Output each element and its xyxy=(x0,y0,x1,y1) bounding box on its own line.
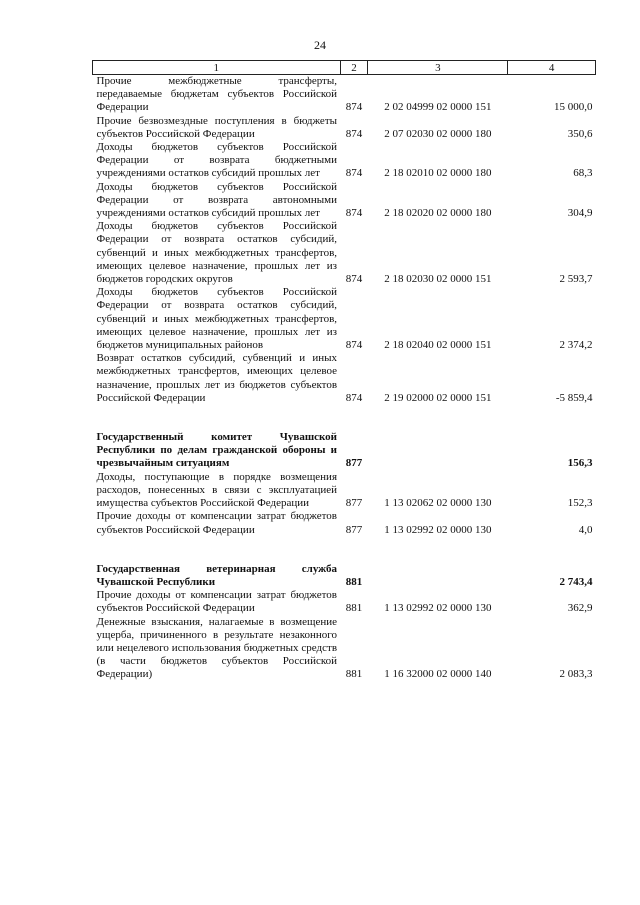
row-admin-code: 874 xyxy=(345,391,363,404)
row-budget-code: 1 13 02992 02 0000 130 xyxy=(384,523,492,536)
row-description: Доходы бюджетов субъектов Российской Федерации от возврата остатков субсидий, субвенций и иных межбюджетных трансфертов, имеющих целевое назначение, прошлых лет из бюджетов муниципальных районов xyxy=(96,286,338,352)
table-row xyxy=(93,471,596,511)
row-budget-code xyxy=(368,405,508,471)
row-amount: 2 374,2 xyxy=(559,339,593,352)
row-amount: 362,9 xyxy=(567,602,593,615)
row-admin-code: 881 xyxy=(345,575,363,588)
column-header: 1 xyxy=(93,61,341,75)
row-budget-code xyxy=(368,537,508,589)
row-budget-code: 2 18 02040 02 0000 151 xyxy=(384,339,492,352)
row-amount: 2 743,4 xyxy=(559,575,593,588)
revenue-table xyxy=(92,60,596,682)
row-budget-code: 2 19 02000 02 0000 151 xyxy=(384,391,492,404)
row-budget-code: 1 13 02062 02 0000 130 xyxy=(384,497,492,510)
table-row xyxy=(93,589,596,615)
table-body xyxy=(93,75,596,682)
column-header: 4 xyxy=(508,61,596,75)
table-row xyxy=(93,75,596,115)
row-amount: 2 593,7 xyxy=(559,273,593,286)
row-amount: 156,3 xyxy=(567,457,593,470)
row-description: Прочие безвозмездные поступления в бюджеты субъектов Российской Федерации xyxy=(96,114,338,140)
table-row xyxy=(93,286,596,352)
table-header-row xyxy=(93,61,596,75)
row-admin-code: 874 xyxy=(345,207,363,220)
table-row xyxy=(93,510,596,536)
table-row xyxy=(93,181,596,221)
row-description: Денежные взыскания, налагаемые в возмещение ущерба, причиненного в результате незаконного или нецелевого использования бюджетных средств (в части бюджетов субъектов Российской Федерации) xyxy=(96,615,338,681)
row-budget-code: 1 16 32000 02 0000 140 xyxy=(384,668,492,681)
table-row xyxy=(93,616,596,682)
row-amount: -5 859,4 xyxy=(555,391,593,404)
row-admin-code: 877 xyxy=(345,523,363,536)
row-amount: 68,3 xyxy=(573,167,593,180)
row-description: Прочие межбюджетные трансферты, передаваемые бюджетам субъектов Российской Федерации xyxy=(96,75,338,114)
table-row xyxy=(93,141,596,181)
table-row xyxy=(93,352,596,405)
row-admin-code: 881 xyxy=(345,668,363,681)
row-amount: 304,9 xyxy=(567,207,593,220)
row-admin-code: 874 xyxy=(345,101,363,114)
row-description: Прочие доходы от компенсации затрат бюджетов субъектов Российской Федерации xyxy=(96,589,338,615)
row-amount: 4,0 xyxy=(578,523,593,536)
table-row xyxy=(93,220,596,286)
table-section-row xyxy=(93,405,596,471)
table-section-row xyxy=(93,537,596,589)
row-admin-code: 874 xyxy=(345,167,363,180)
table-row xyxy=(93,115,596,141)
row-admin-code: 881 xyxy=(345,602,363,615)
row-description: Доходы бюджетов субъектов Российской Федерации от возврата бюджетными учреждениями остатков субсидий прошлых лет xyxy=(96,141,338,180)
row-budget-code: 2 07 02030 02 0000 180 xyxy=(384,127,492,140)
row-budget-code: 2 18 02030 02 0000 151 xyxy=(384,273,492,286)
row-amount: 2 083,3 xyxy=(559,668,593,681)
row-budget-code: 1 13 02992 02 0000 130 xyxy=(384,602,492,615)
row-amount: 15 000,0 xyxy=(554,101,593,114)
row-description: Прочие доходы от компенсации затрат бюджетов субъектов Российской Федерации xyxy=(96,510,338,536)
row-description: Доходы бюджетов субъектов Российской Федерации от возврата остатков субсидий, субвенций и иных межбюджетных трансфертов, имеющих целевое назначение, прошлых лет из бюджетов городских округов xyxy=(96,220,338,286)
row-admin-code: 874 xyxy=(345,273,363,286)
row-description: Доходы бюджетов субъектов Российской Федерации от возврата автономными учреждениями остатков субсидий прошлых лет xyxy=(96,180,338,220)
row-budget-code: 2 18 02020 02 0000 180 xyxy=(384,207,492,220)
page-number: 24 xyxy=(314,38,326,52)
column-header: 2 xyxy=(340,61,368,75)
row-admin-code: 877 xyxy=(345,457,363,470)
column-header: 3 xyxy=(368,61,508,75)
row-budget-code: 2 18 02010 02 0000 180 xyxy=(384,167,492,180)
row-amount: 350,6 xyxy=(567,127,593,140)
row-description: Доходы, поступающие в порядке возмещения расходов, понесенных в связи с эксплуатацией имущества субъектов Российской Федерации xyxy=(96,470,338,510)
row-admin-code: 877 xyxy=(345,497,363,510)
row-description: Возврат остатков субсидий, субвенций и иных межбюджетных трансфертов, имеющих целевое назначение, прошлых лет из бюджетов субъектов Российской Федерации xyxy=(96,352,338,404)
row-admin-code: 874 xyxy=(345,339,363,352)
row-admin-code: 874 xyxy=(345,127,363,140)
row-description: Государственный комитет Чувашской Республики по делам гражданской обороны и чрезвычайным ситуациям xyxy=(96,431,338,470)
row-budget-code: 2 02 04999 02 0000 151 xyxy=(384,101,492,114)
row-amount: 152,3 xyxy=(567,497,593,510)
row-description: Государственная ветеринарная служба Чувашской Республики xyxy=(96,562,338,588)
